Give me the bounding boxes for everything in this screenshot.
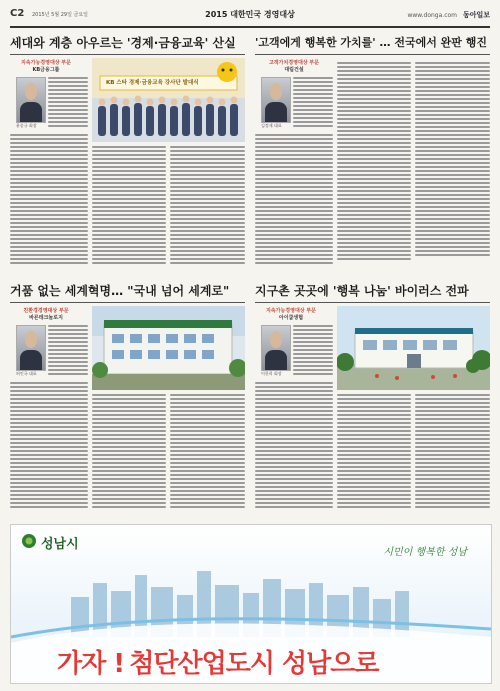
body-text	[293, 77, 333, 133]
org-name: 대림건설	[284, 67, 304, 73]
photo-caption: 김정재 대표	[261, 123, 282, 128]
body-text	[92, 146, 166, 270]
building-photo	[337, 306, 490, 390]
header-right	[407, 10, 490, 20]
banner-text: KB 스타 경제·금융교육 강사단 발대식	[106, 80, 199, 86]
body-text	[415, 62, 490, 270]
divider	[10, 302, 245, 303]
body-text	[48, 325, 88, 381]
body-text	[92, 394, 166, 514]
issue-date: 2015년 5월 29일 금요일	[32, 12, 89, 18]
body-text	[170, 394, 245, 514]
award-category: 지속가능경영대상 부문	[20, 60, 72, 66]
article-icoop	[255, 282, 490, 518]
page-number: C2	[10, 8, 25, 19]
city-logo-text: 성남시	[41, 537, 79, 552]
body-text	[48, 77, 88, 133]
page-header	[10, 8, 490, 28]
article-daelim	[255, 34, 490, 274]
body-text	[415, 394, 490, 514]
website-label: www.donga.com	[407, 12, 458, 19]
ceo-photo	[261, 325, 291, 371]
award-category: 친환경경영대상 부문	[23, 308, 69, 314]
paper-logo: 동아일보	[462, 10, 490, 19]
divider	[255, 302, 490, 303]
divider	[10, 54, 245, 55]
org-name: 바른테크놀로지	[29, 315, 63, 321]
headline-daelim: '고객에게 행복한 가치를' … 전국에서 완판 행진	[255, 36, 487, 49]
body-text	[255, 382, 333, 514]
ceo-photo	[261, 77, 291, 123]
photo-caption: 허인국 대표	[16, 371, 37, 376]
headline-icoop: 지구촌 곳곳에 '행복 나눔' 바이러스 전파	[255, 284, 469, 298]
ceo-photo	[16, 77, 46, 123]
photo-caption: 윤종규 회장	[16, 123, 37, 128]
body-text	[337, 394, 411, 514]
body-text	[255, 134, 333, 270]
factory-photo	[92, 306, 245, 390]
org-name: KB금융그룹	[32, 67, 60, 73]
headline-kb: 세대와 계층 아우르는 '경제·금융교육' 산실	[10, 36, 236, 50]
slogan-go: 가자 !	[57, 649, 125, 679]
body-text	[170, 146, 245, 270]
award-category: 고객가치경영대상 부문	[268, 60, 320, 66]
event-photo	[92, 58, 245, 142]
tagline: 시민이 행복한 성남	[383, 547, 467, 558]
article-kb	[10, 34, 245, 274]
body-text	[10, 134, 88, 270]
body-text	[10, 382, 88, 514]
seongnam-ad	[10, 524, 492, 684]
slogan-rest: 첨단산업도시 성남으로	[129, 649, 379, 679]
ceo-photo	[16, 325, 46, 371]
award-category: 지속가능경영대상 부문	[265, 308, 317, 314]
ad-slogan	[57, 643, 378, 680]
body-text	[337, 62, 411, 270]
org-name: 아이쿱생협	[278, 315, 304, 321]
photo-caption: 이한희 회장	[261, 371, 282, 376]
headline-bareun: 거품 없는 세계혁명… "국내 넘어 세계로"	[10, 284, 230, 298]
section-title: 2015 대한민국 경영대상	[205, 10, 295, 19]
divider	[255, 54, 490, 55]
article-bareun	[10, 282, 245, 518]
body-text	[293, 325, 333, 381]
